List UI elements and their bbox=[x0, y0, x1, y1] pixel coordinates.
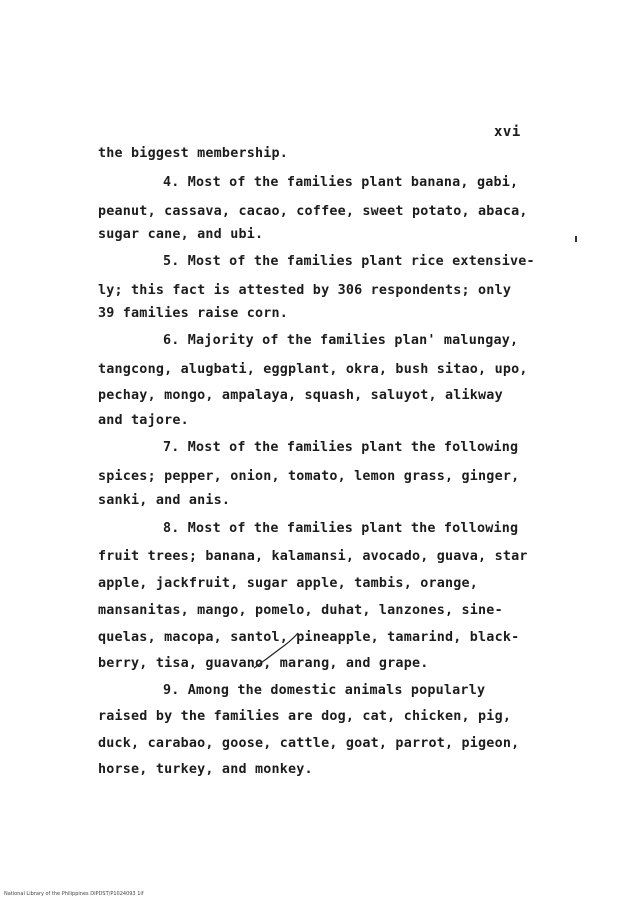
text-line: the biggest membership. bbox=[98, 146, 289, 161]
list-item-4: 4. Most of the families plant banana, gabi, bbox=[163, 175, 519, 190]
text-line: spices; pepper, onion, tomato, lemon grass, ginger, bbox=[98, 469, 520, 484]
list-item-5: 5. Most of the families plant rice extensive- bbox=[163, 254, 535, 269]
text-line: horse, turkey, and monkey. bbox=[98, 762, 313, 777]
text-line: sanki, and anis. bbox=[98, 493, 231, 508]
text-line: sugar cane, and ubi. bbox=[98, 227, 264, 242]
text-line: berry, tisa, guavano, marang, and grape. bbox=[98, 656, 429, 671]
text-line: fruit trees; banana, kalamansi, avocado, guava, star bbox=[98, 549, 528, 564]
page-number: xvi bbox=[494, 124, 521, 140]
list-item-6: 6. Majority of the families plan' malungay, bbox=[163, 333, 519, 348]
text-line: mansanitas, mango, pomelo, duhat, lanzones, sine- bbox=[98, 603, 503, 618]
text-line: ly; this fact is attested by 306 respondents; only bbox=[98, 283, 512, 298]
text-line: 39 families raise corn. bbox=[98, 306, 289, 321]
text-line: tangcong, alugbati, eggplant, okra, bush sitao, upo, bbox=[98, 362, 528, 377]
text-line: pechay, mongo, ampalaya, squash, saluyot, alikway bbox=[98, 388, 503, 403]
text-line: peanut, cassava, cacao, coffee, sweet potato, abaca, bbox=[98, 204, 528, 219]
list-item-7: 7. Most of the families plant the following bbox=[163, 440, 519, 455]
list-item-8: 8. Most of the families plant the following bbox=[163, 521, 519, 536]
text-line: quelas, macopa, santol, pineapple, tamarind, black- bbox=[98, 630, 520, 645]
margin-mark bbox=[575, 236, 577, 242]
list-item-9: 9. Among the domestic animals popularly bbox=[163, 683, 486, 698]
text-line: apple, jackfruit, sugar apple, tambis, orange, bbox=[98, 576, 479, 591]
text-line: raised by the families are dog, cat, chicken, pig, bbox=[98, 709, 512, 724]
text-line: duck, carabao, goose, cattle, goat, parrot, pigeon, bbox=[98, 736, 520, 751]
text-line: and tajore. bbox=[98, 413, 189, 428]
footer-text: National Library of the Philippines DIPDST/P1024093 1if bbox=[4, 891, 144, 897]
